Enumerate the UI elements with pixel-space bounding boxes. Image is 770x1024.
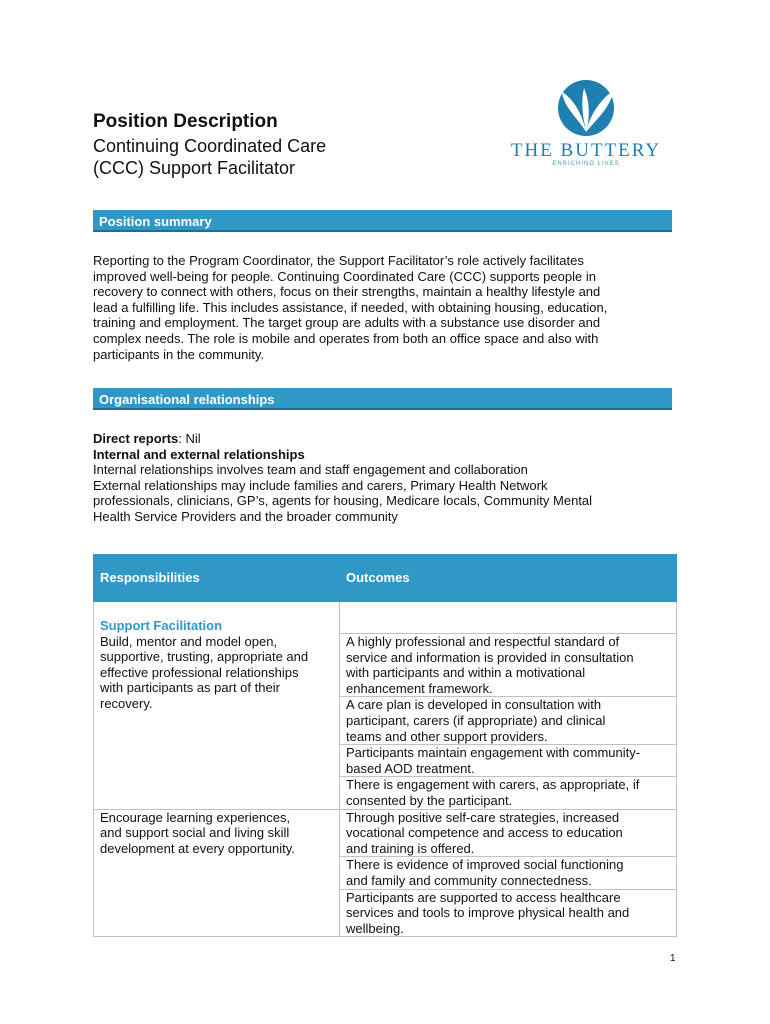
responsibilities-header: Responsibilities <box>94 555 340 602</box>
outcome-cell <box>340 889 677 937</box>
responsibility-line: Encourage learning experiences, <box>100 809 291 825</box>
the-buttery-logo <box>500 78 672 170</box>
responsibility-line: with participants as part of their <box>100 680 280 696</box>
outcome-line: services and tools to improve physical health and <box>346 905 630 921</box>
page-number: 1 <box>670 953 676 964</box>
outcome-line: enhancement framework. <box>346 680 493 696</box>
summary-line: Reporting to the Program Coordinator, the Support Facilitator’s role actively facilitates <box>93 253 584 268</box>
responsibility-line: Build, mentor and model open, <box>100 633 278 649</box>
outcome-line: A care plan is developed in consultation with <box>346 697 602 713</box>
outcome-line: based AOD treatment. <box>346 760 475 776</box>
position-summary-text <box>93 253 659 362</box>
outcome-line: A highly professional and respectful standard of <box>346 634 620 650</box>
logo-wordmark: THE BUTTERY <box>510 140 662 161</box>
summary-line: complex needs. The role is mobile and operates from both an office space and also with <box>93 330 599 346</box>
empty-cell <box>340 602 677 634</box>
summary-line: lead a fulfilling life. This includes assistance, if needed, with obtaining housing, education, <box>93 299 608 315</box>
outcome-line: Participants maintain engagement with community- <box>346 745 641 761</box>
relationships-line: professionals, clinicians, GP’s, agents for housing, Medicare locals, Community Mental <box>93 493 593 509</box>
logo-emblem-icon <box>500 78 672 140</box>
outcome-line: There is evidence of improved social functioning <box>346 857 624 873</box>
document-title: Position Description <box>93 111 278 132</box>
relationships-line: Health Service Providers and the broader community <box>93 508 398 524</box>
responsibility-line: development at every opportunity. <box>100 840 295 856</box>
responsibility-line: recovery. <box>100 695 153 711</box>
outcome-cell <box>340 857 677 889</box>
outcome-cell <box>340 809 677 857</box>
outcome-cell <box>340 777 677 809</box>
outcome-line: Through positive self-care strategies, increased <box>346 809 620 825</box>
section-cell <box>94 602 340 634</box>
outcome-line: teams and other support providers. <box>346 728 548 744</box>
outcome-line: and family and community connectedness. <box>346 873 592 888</box>
responsibility-line: supportive, trusting, appropriate and <box>100 649 309 665</box>
responsibility-line: effective professional relationships <box>100 664 299 680</box>
outcome-line: and training is offered. <box>346 840 475 856</box>
internal-external-heading: Internal and external relationships <box>93 446 305 462</box>
outcome-line: participant, carers (if appropriate) and clinical <box>346 713 606 729</box>
section-title: Support Facilitation <box>100 618 223 633</box>
direct-reports-value: : Nil <box>178 431 201 446</box>
outcome-line: consented by the participant. <box>346 793 513 809</box>
summary-line: participants in the community. <box>93 346 264 362</box>
outcome-cell <box>340 697 677 745</box>
relationships-line: External relationships may include families and carers, Primary Health Network <box>93 477 548 493</box>
outcome-cell <box>340 634 677 697</box>
summary-line: improved well-being for people. Continuing Coordinated Care (CCC) supports people in <box>93 268 596 284</box>
summary-line: training and employment. The target group are adults with a substance use disorder and <box>93 315 601 331</box>
responsibilities-table <box>93 554 677 937</box>
outcome-line: service and information is provided in consultation <box>346 649 634 665</box>
logo-tagline: ENRICHING LIVES <box>552 161 620 167</box>
outcome-line: vocational competence and access to education <box>346 825 623 841</box>
responsibility-line: and support social and living skill <box>100 825 290 841</box>
outcome-line: There is engagement with carers, as appropriate, if <box>346 777 640 793</box>
position-summary-heading: Position summary <box>93 210 672 232</box>
relationships-text <box>93 431 659 525</box>
responsibility-cell <box>94 634 340 810</box>
direct-reports-label: Direct reports <box>93 431 179 446</box>
relationships-line: Internal relationships involves team and staff engagement and collaboration <box>93 462 528 478</box>
organisational-relationships-heading: Organisational relationships <box>93 388 672 410</box>
outcome-line: Participants are supported to access healthcare <box>346 889 621 905</box>
summary-line: recovery to connect with others, focus on their strengths, maintain a healthy lifestyle and <box>93 284 601 300</box>
responsibility-cell <box>94 809 340 937</box>
position-title-line: Continuing Coordinated Care <box>93 136 327 156</box>
position-title <box>93 135 423 179</box>
outcome-line: with participants and within a motivational <box>346 665 586 681</box>
outcome-cell <box>340 745 677 777</box>
position-title-line: (CCC) Support Facilitator <box>93 158 296 178</box>
outcome-line: wellbeing. <box>346 920 404 936</box>
outcomes-header: Outcomes <box>340 555 677 602</box>
